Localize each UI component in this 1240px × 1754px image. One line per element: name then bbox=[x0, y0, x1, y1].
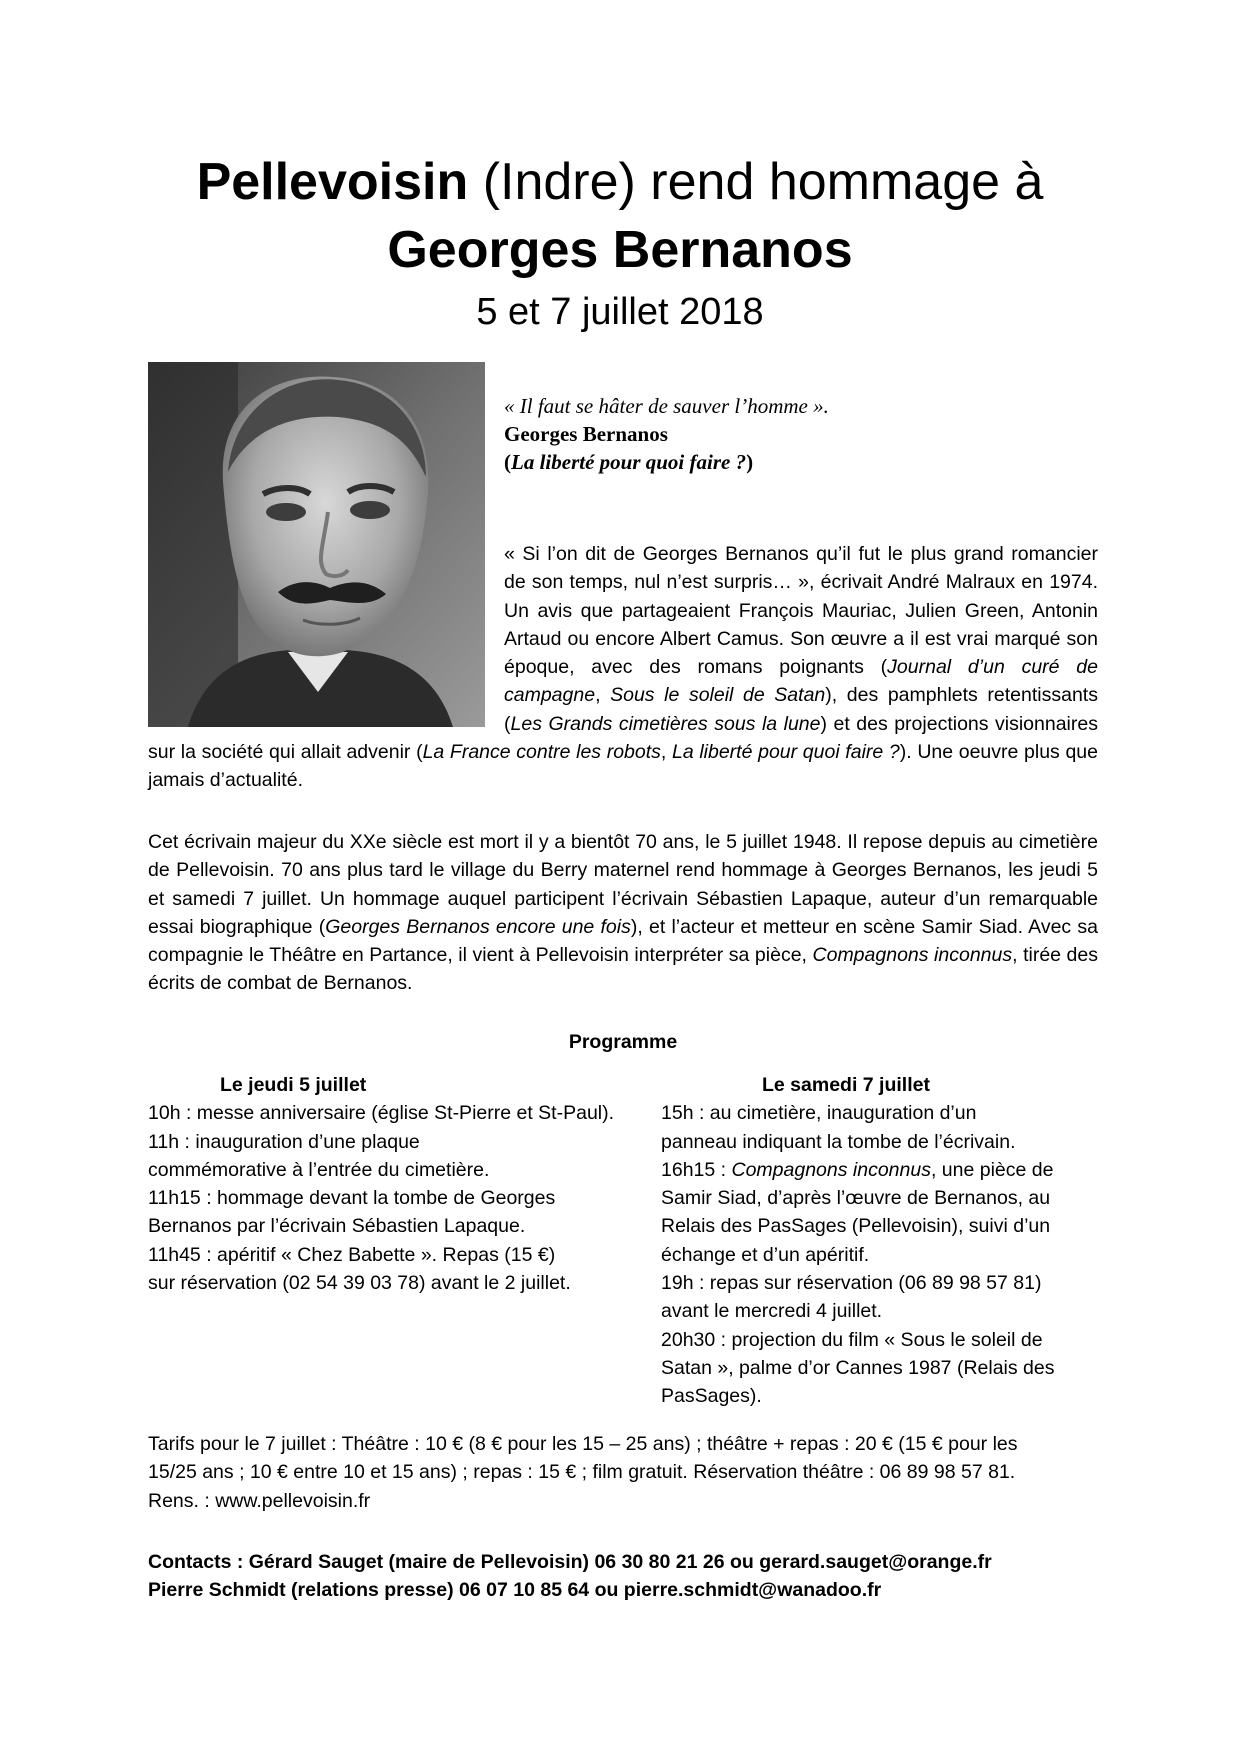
programme-line: Bernanos par l’écrivain Sébastien Lapaque. bbox=[148, 1215, 526, 1238]
programme-line: Samir Siad, d’après l’œuvre de Bernanos, au bbox=[661, 1187, 1051, 1210]
programme-line: 16h15 : Compagnons inconnus, une pièce de bbox=[661, 1158, 1054, 1181]
epigraph-quote: « Il faut se hâter de sauver l’homme ». bbox=[504, 394, 829, 418]
title-tribute: (Indre) rend hommage à bbox=[468, 153, 1044, 211]
programme-line: PasSages). bbox=[661, 1385, 762, 1408]
programme-thursday bbox=[148, 1071, 648, 1297]
contacts bbox=[148, 1548, 1098, 1605]
programme-line: Satan », palme d’or Cannes 1987 (Relais des bbox=[661, 1356, 1055, 1379]
document-title bbox=[0, 150, 1240, 336]
programme-line: 20h30 : projection du film « Sous le soleil de bbox=[661, 1328, 1043, 1351]
programme-title: Programme bbox=[568, 1031, 678, 1053]
programme-line: 19h : repas sur réservation (06 89 98 57 81) bbox=[661, 1272, 1042, 1295]
epigraph bbox=[504, 392, 1104, 476]
thursday-heading: Le jeudi 5 juillet bbox=[220, 1074, 367, 1096]
programme-line: 11h15 : hommage devant la tombe de Georges bbox=[148, 1187, 556, 1210]
title-author: Georges Bernanos bbox=[387, 221, 853, 279]
epigraph-source: (La liberté pour quoi faire ?) bbox=[504, 450, 754, 474]
programme-line: 10h : messe anniversaire (église St-Pierre et St-Paul). bbox=[148, 1102, 615, 1125]
programme-line: sur réservation (02 54 39 03 78) avant le 2 juillet. bbox=[148, 1272, 571, 1295]
programme-line: 15h : au cimetière, inauguration d’un bbox=[661, 1102, 977, 1125]
programme-line: 11h45 : apéritif « Chez Babette ». Repas (15 €) bbox=[148, 1243, 556, 1266]
epigraph-author: Georges Bernanos bbox=[504, 422, 668, 446]
intro-paragraph: « Si l’on dit de Georges Bernanos qu’il fut le plus grand romancier de son temps, nul n’est surpris… », écrivait André Malraux en 1974. Un avis que partageaient François Mauriac, Julien Green, Antonin Artaud ou encore Albert Camus. Son œuvre a il est vrai marqué son époque, avec des romans poignants (Journal d’un curé de campagne, Sous le soleil de Satan), des pamphlets retentissants (Les Grands cimetières sous la lune) et des projections visionnaires sur la société qui allait advenir (La France contre les robots, La liberté pour quoi faire ?). Une oeuvre plus que jamais d’actualité. bbox=[148, 543, 1098, 792]
title-dates: 5 et 7 juillet 2018 bbox=[476, 291, 764, 333]
programme-line: avant le mercredi 4 juillet. bbox=[661, 1300, 883, 1323]
programme-saturday bbox=[658, 1071, 1118, 1411]
pricing-line: Tarifs pour le 7 juillet : Théâtre : 10 € (8 € pour les 15 – 25 ans) ; théâtre + repas : 20 € (15 € pour les bbox=[148, 1433, 1018, 1455]
pricing-line: 15/25 ans ; 10 € entre 10 et 15 ans) ; repas : 15 € ; film gratuit. Réservation théâtre : 06 89 98 57 81. bbox=[148, 1461, 1016, 1484]
pricing-info bbox=[148, 1430, 1098, 1515]
programme-line: commémorative à l’entrée du cimetière. bbox=[148, 1158, 490, 1181]
programme-line: panneau indiquant la tombe de l’écrivain. bbox=[661, 1130, 1016, 1153]
contact-line: Pierre Schmidt (relations presse) 06 07 10 85 64 ou pierre.schmidt@wanadoo.fr bbox=[148, 1579, 882, 1602]
title-place: Pellevoisin bbox=[196, 153, 469, 211]
event-paragraph: Cet écrivain majeur du XXe siècle est mort il y a bientôt 70 ans, le 5 juillet 1948. Il repose depuis au cimetière de Pellevoisin. 70 ans plus tard le village du Berry maternel rend hommage à Georges Bernanos, les jeudi 5 et samedi 7 juillet. Un hommage auquel participent l’écrivain Sébastien Lapaque, auteur d’un remarquable essai biographique (Georges Bernanos encore une fois), et l’acteur et metteur en scène Samir Siad. Avec sa compagnie le Théâtre en Partance, il vient à Pellevoisin interpréter sa pièce, Compagnons inconnus, tirée des écrits de combat de Bernanos. bbox=[148, 831, 1098, 995]
saturday-heading: Le samedi 7 juillet bbox=[762, 1074, 930, 1096]
programme-line: échange et d’un apéritif. bbox=[661, 1243, 870, 1266]
contact-line: Contacts : Gérard Sauget (maire de Pellevoisin) 06 30 80 21 26 ou gerard.sauget@orange.fr bbox=[148, 1551, 992, 1573]
website-line: Rens. : www.pellevoisin.fr bbox=[148, 1489, 371, 1512]
title-line-1 bbox=[0, 150, 1240, 214]
programme-line: Relais des PasSages (Pellevoisin), suivi d’un bbox=[661, 1215, 1051, 1238]
programme-line: 11h : inauguration d’une plaque bbox=[148, 1130, 420, 1153]
